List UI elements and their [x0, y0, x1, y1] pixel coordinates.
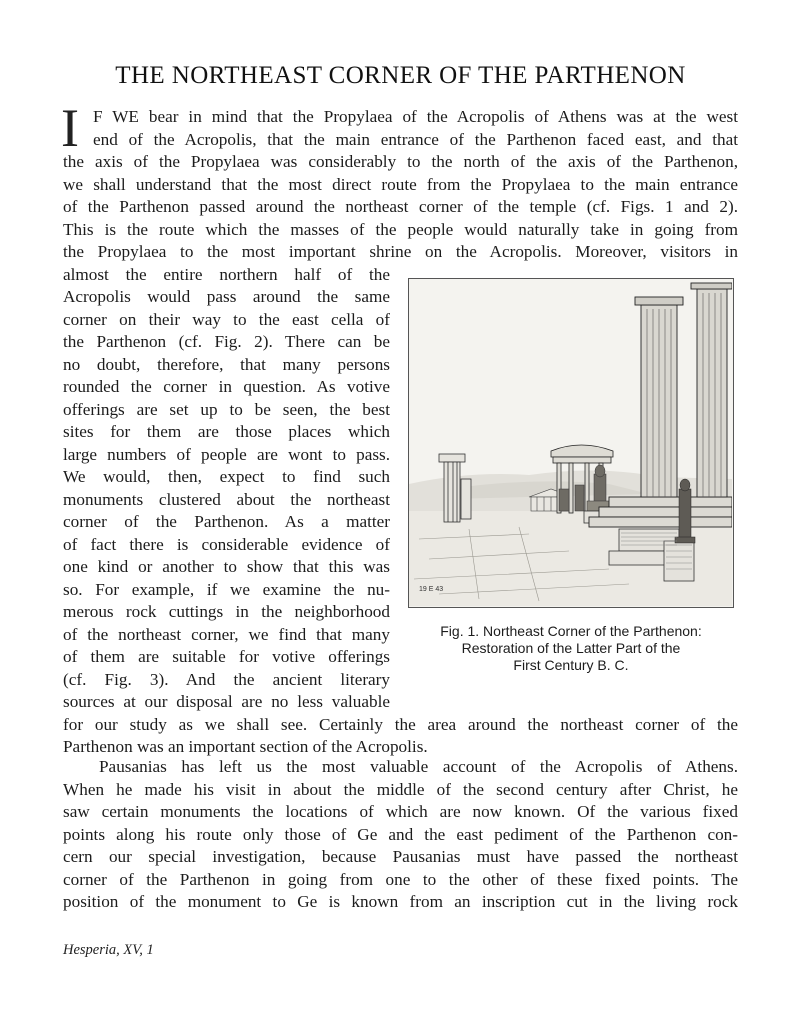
paragraph-1-line: corner on their way to the east cella of: [63, 309, 390, 329]
paragraph-1-line: of fact there is considerable evidence of: [63, 534, 390, 554]
figure-caption-line-3: First Century B. C.: [513, 657, 629, 673]
journal-footer: Hesperia, XV, 1: [63, 942, 154, 958]
paragraph-1-line: of them are suitable for votive offerings: [63, 647, 390, 666]
paragraph-2-line: points along his route only those of Ge and the east pediment of the Parthenon con-: [63, 824, 738, 844]
paragraph-1-line: so. For example, if we examine the nu-: [63, 579, 390, 599]
paragraph-1-line: we shall understand that the most direct route from the Propylaea to the main entrance: [63, 174, 738, 194]
paragraph-1-line: (cf. Fig. 3). And the ancient literary: [63, 669, 390, 689]
paragraph-1-line: offerings are set up to be seen, the best: [63, 399, 390, 419]
paragraph-1-line: Parthenon was an important section of the Acropolis.: [63, 737, 428, 756]
figure-caption-line-2: Restoration of the Latter Part of the: [461, 640, 681, 656]
paragraph-1-line: This is the route which the masses of the people would naturally take in going from: [63, 219, 738, 239]
figure-caption-line-1: Fig. 1. Northeast Corner of the Parthenon:: [440, 623, 702, 639]
paragraph-1-line: sites for them are those places which: [63, 422, 390, 441]
paragraph-1-line: almost the entire northern half of the: [63, 264, 390, 284]
paragraph-1-line: corner of the Parthenon. As a matter: [63, 512, 390, 531]
paragraph-2-line: When he made his visit in about the middle of the second century after Christ, he: [63, 779, 738, 799]
paragraph-1-line: We would, then, expect to find such: [63, 467, 390, 486]
paragraph-2-line: position of the monument to Ge is known from an inscription cut in the living rock: [63, 892, 738, 911]
paragraph-2-line: saw certain monuments the locations of which are now known. Of the various fixed: [63, 802, 738, 821]
paragraph-1-line: monuments clustered about the northeast: [63, 489, 390, 509]
figure-signature: 19 E 43: [419, 586, 444, 593]
paragraph-1-line: one kind or another to show that this was: [63, 557, 390, 576]
paragraph-1-line: large numbers of people are wont to pass.: [63, 444, 390, 464]
figure-1-illustration: [408, 278, 734, 608]
page-title: THE NORTHEAST CORNER OF THE PARTHENON: [115, 62, 686, 89]
paragraph-1-line: Acropolis would pass around the same: [63, 287, 390, 306]
paragraph-1-line: merous rock cuttings in the neighborhood: [63, 602, 390, 621]
paragraph-1-line: of the northeast corner, we find that many: [63, 624, 390, 644]
paragraph-1-line: the Parthenon (cf. Fig. 2). There can be: [63, 332, 390, 351]
parthenon-corner-drawing: [409, 279, 732, 606]
paragraph-1-line: sources at our disposal are no less valuable: [63, 692, 390, 711]
paragraph-1-line: of the Parthenon passed around the northeast corner of the temple (cf. Figs. 1 and 2).: [63, 197, 738, 216]
paragraph-1-line: F WE bear in mind that the Propylaea of the Acropolis of Athens was at the west: [93, 107, 738, 126]
paragraph-1-line: the Propylaea to the most important shrine on the Acropolis. Moreover, visitors in: [63, 242, 738, 261]
paragraph-1-line: no doubt, therefore, that many persons: [63, 354, 390, 374]
paragraph-1-line: the axis of the Propylaea was considerably to the north of the axis of the Parthenon,: [63, 152, 738, 171]
paragraph-2-line: Pausanias has left us the most valuable account of the Acropolis of Athens.: [99, 757, 738, 776]
paragraph-1-line: end of the Acropolis, that the main entrance of the Parthenon faced east, and that: [93, 129, 738, 149]
paragraph-1-line: rounded the corner in question. As votive: [63, 377, 390, 396]
drop-cap: I: [61, 98, 79, 158]
paragraph-1-line: for our study as we shall see. Certainly the area around the northeast corner of the: [63, 714, 738, 734]
paragraph-2-line: corner of the Parthenon in going from one to the other of these fixed points. The: [63, 869, 738, 889]
paragraph-2-line: cern our special investigation, because Pausanias must have passed the northeast: [63, 847, 738, 866]
